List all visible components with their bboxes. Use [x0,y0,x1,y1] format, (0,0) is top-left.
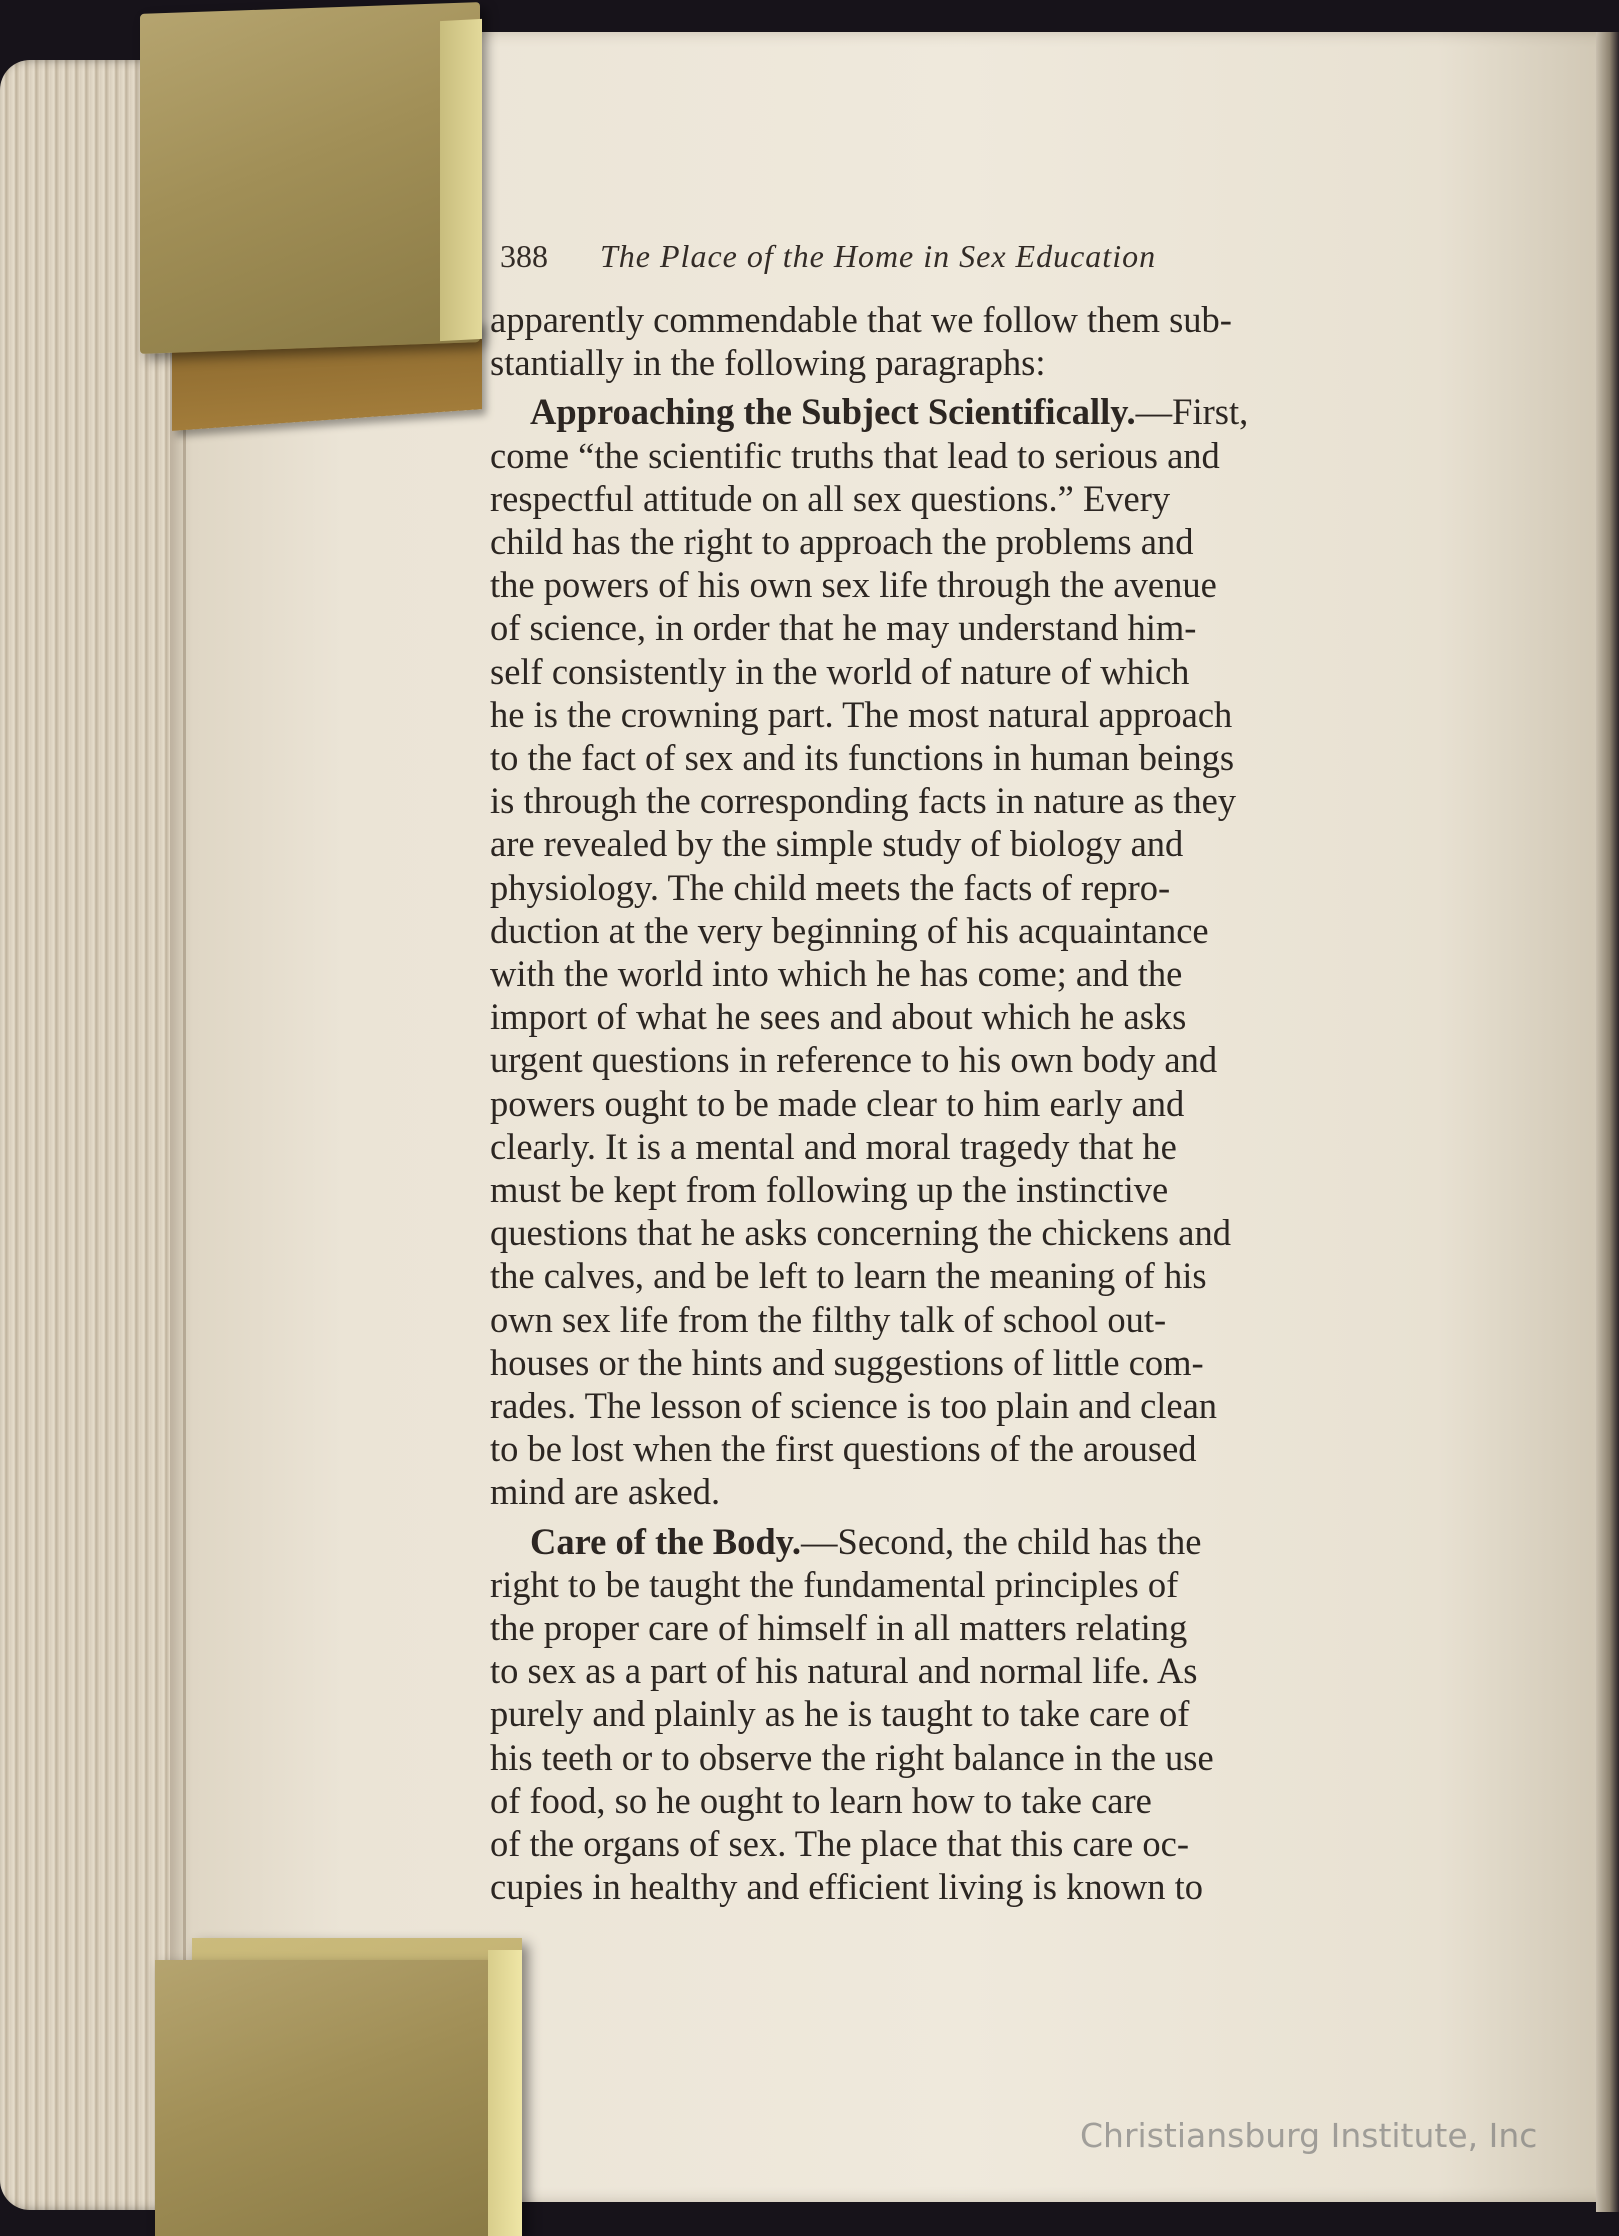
text-line [490,1038,1475,1081]
text-line [490,1865,1475,1908]
text-line [490,1168,1475,1211]
text-line [490,822,1475,865]
watermark-text: Christiansburg Institute, Inc [1080,2116,1538,2155]
text-line [490,1427,1475,1470]
text-line [490,1692,1475,1735]
line-text: duction at the very beginning of his acquaintance [490,909,1209,951]
line-text: powers ought to be made clear to him early and [490,1082,1185,1124]
text-line [490,1779,1475,1822]
running-header [500,238,1360,275]
text-line [490,520,1475,563]
line-text: right to be taught the fundamental principles of [490,1563,1179,1605]
line-text: cupies in healthy and efficient living is known to [490,1866,1203,1908]
line-text: to be lost when the first questions of the aroused [490,1428,1197,1470]
line-text: of science, in order that he may understand him- [490,607,1197,649]
line-text: come “the scientific truths that lead to serious and [490,434,1220,476]
text-line [490,650,1475,693]
line-text: physiology. The child meets the facts of repro- [490,866,1171,908]
text-line [490,1606,1475,1649]
line-text: import of what he sees and about which he asks [490,996,1187,1038]
text-line [490,736,1475,779]
line-text: houses or the hints and suggestions of little com- [490,1341,1204,1383]
text-line [490,1384,1475,1427]
text-line [490,1649,1475,1692]
text-line [490,434,1475,477]
line-text: of food, so he ought to learn how to take care [490,1779,1152,1821]
top-tab-edge [440,19,482,341]
text-line [490,779,1475,822]
paragraph-heading-line [530,390,1475,433]
text-line [490,1125,1475,1168]
text-line [490,563,1475,606]
text-line [490,995,1475,1038]
text-line [490,606,1475,649]
line-text: —First, [1135,391,1249,433]
line-text: is through the corresponding facts in nature as they [490,780,1237,822]
text-line [490,1470,1475,1513]
text-line [490,477,1475,520]
line-text: must be kept from following up the instinctive [490,1169,1169,1210]
line-text: purely and plainly as he is taught to take care of [490,1693,1190,1735]
paragraph-heading: Care of the Body. [530,1520,802,1562]
line-text: the proper care of himself in all matters relating [490,1607,1188,1648]
text-line [490,866,1475,909]
line-text: urgent questions in reference to his own body and [490,1039,1218,1081]
text-line [490,1211,1475,1254]
text-line [490,1341,1475,1384]
text-line [490,341,1475,384]
text-line [490,298,1475,341]
line-text: to sex as a part of his natural and normal life. As [490,1650,1198,1692]
line-text: of the organs of sex. The place that this care oc- [490,1823,1189,1864]
text-line [490,909,1475,952]
bottom-paper-tab [155,1960,495,2236]
bottom-tab-edge [488,1950,522,2236]
text-line [490,1298,1475,1341]
line-text: the calves, and be left to learn the meaning of his [490,1255,1207,1297]
line-text: stantially in the following paragraphs: [490,342,1046,384]
line-text: clearly. It is a mental and moral tragedy that he [490,1125,1177,1167]
line-text: questions that he asks concerning the chickens and [490,1212,1231,1254]
text-line [490,1254,1475,1297]
line-text: rades. The lesson of science is too plain and clean [490,1385,1218,1426]
text-line [490,952,1475,995]
line-text: child has the right to approach the problems and [490,521,1194,562]
page-number: 388 [500,238,548,274]
line-text: —Second, the child has the [801,1520,1202,1562]
running-title: The Place of the Home in Sex Education [600,238,1157,274]
paragraph-heading-line [530,1520,1475,1563]
text-line [490,1082,1475,1125]
line-text: the powers of his own sex life through the avenue [490,564,1217,606]
text-line [490,1822,1475,1865]
text-line [490,693,1475,736]
line-text: are revealed by the simple study of biology and [490,823,1184,865]
top-paper-tab [140,2,480,354]
book-right-edge [1596,32,1619,2212]
paragraph-heading: Approaching the Subject Scientifically. [530,391,1136,433]
line-text: respectful attitude on all sex questions.” Every [490,477,1171,519]
line-text: he is the crowning part. The most natural approach [490,693,1233,735]
line-text: to the fact of sex and its functions in human beings [490,737,1235,778]
line-text: his teeth or to observe the right balance in the use [490,1736,1214,1778]
line-text: own sex life from the filthy talk of school out- [490,1298,1167,1340]
text-line [490,1736,1475,1779]
text-line [490,1563,1475,1606]
line-text: mind are asked. [490,1471,721,1513]
line-text: self consistently in the world of nature of which [490,650,1190,692]
line-text: with the world into which he has come; and the [490,953,1183,994]
line-text: apparently commendable that we follow them sub- [490,299,1232,340]
